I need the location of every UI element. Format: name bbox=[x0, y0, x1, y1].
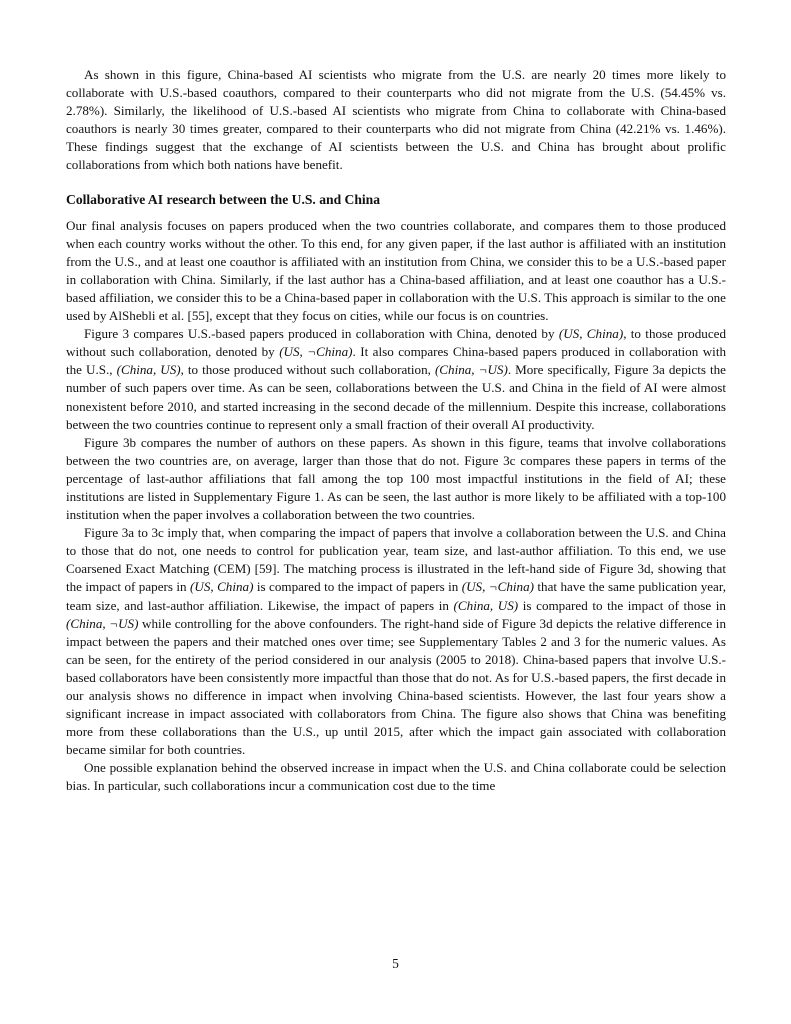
page-body bbox=[66, 66, 726, 796]
text-run: is compared to the impact of papers in bbox=[253, 579, 462, 595]
text-run: Figure 3a to 3c imply that, when comparing the impact of papers that involve a collaboration between the U.S. and China to those that do not, one needs to control for publication year, team size, and last-author affiliation. To this end, we use Coarsened Exact Matching (CEM) [59]. The matching process is illustrated in the left-hand side of Figure 3d, showing that the impact of papers in bbox=[66, 525, 726, 595]
math-us-china: (US, China) bbox=[190, 579, 254, 595]
math-china-not-us: (China, ¬US) bbox=[434, 362, 508, 378]
math-us-not-china: (US, ¬China) bbox=[279, 344, 353, 360]
text-run: that have the same publication year, team size, and last-author affiliation. Likewise, the impact of papers in bbox=[66, 579, 726, 613]
math-us-china: (US, China) bbox=[558, 326, 624, 342]
text-run: Figure 3 compares U.S.-based papers produced in collaboration with China, denoted by bbox=[84, 326, 559, 342]
paragraph-selection-bias: One possible explanation behind the observed increase in impact when the U.S. and China collaborate could be selection bias. In particular, such collaborations incur a communication cost due to the time bbox=[66, 760, 726, 794]
section-heading: Collaborative AI research between the U.S. and China bbox=[66, 191, 381, 207]
text-run: , to those produced without such collaboration, denoted by bbox=[66, 326, 726, 360]
page-number: 5 bbox=[392, 956, 399, 971]
paragraph-migration-findings: As shown in this figure, China-based AI scientists who migrate from the U.S. are nearly 20 times more likely to collaborate with U.S.-based coauthors, compared to their counterparts who did not migrate from the U.S. (54.45% vs. 2.78%). Similarly, the likelihood of U.S.-based AI scientists who migrate from China to collaborate with China-based coauthors is nearly 30 times greater, compared to their counterparts who did not migrate from China (42.21% vs. 1.46%). These findings suggest that the exchange of AI scientists between the U.S. and China has brought about prolific collaborations from which both nations have benefit. bbox=[66, 67, 726, 173]
text-run: . It also compares China-based papers produced in collaboration with the U.S., bbox=[66, 344, 727, 378]
text-run: is compared to the impact of those in bbox=[518, 597, 726, 613]
paragraph-figure-3b: Figure 3b compares the number of authors on these papers. As shown in this figure, teams that involve collaborations between the two countries are, on average, larger than those that do not. Figure 3c compares these papers in terms of the percentage of last-author affiliations that fall among the top 100 most impactful institutions in the field of AI; these institutions are listed in Supplementary Figure 1. As can be seen, the last author is more likely to be affiliated with a top-100 institution when the paper involves a collaboration between the two countries. bbox=[66, 434, 726, 523]
math-china-us: (China, US) bbox=[116, 362, 181, 378]
paragraph-final-analysis: Our final analysis focuses on papers produced when the two countries collaborate, and compares them to those produced when each country works without the other. To this end, for any given paper, if the last author is affiliated with an institution from the U.S., and at least one coauthor is affiliated with an institution from China, we consider this to be a U.S.-based paper in collaboration with China. Similarly, if the last author has a China-based affiliation, and at least one coauthor has a U.S.-based affiliation, we consider this to be a China-based paper in collaboration with the U.S. This approach is similar to the one used by AlShebli et al. [55], except that they focus on cities, while our focus is on countries. bbox=[66, 217, 726, 324]
text-run: , to those produced without such collaboration, bbox=[180, 362, 435, 378]
text-run: while controlling for the above confounders. The right-hand side of Figure 3d depicts the relative difference in impact between the papers and their matched ones over time; see Supplementary Tables 2 and 3 for the numeric values. As can be seen, for the entirety of the period considered in our analysis (2005 to 2018). China-based papers that involve U.S.-based collaborators have been consistently more impactful than those that do not. As for U.S.-based papers, the first decade in our analysis shows no difference in impact when involving China-based scientists. However, the last four years show a significant increase in impact associated with collaborators from China. The figure also shows that China was benefiting more from these collaborations than the U.S., up until 2015, after which the impact gain associated with collaboration became similar for both countries. bbox=[66, 615, 726, 758]
math-china-not-us: (China, ¬US) bbox=[66, 615, 139, 631]
paragraph-figure-3a-3c bbox=[66, 524, 726, 759]
paragraph-figure-3 bbox=[66, 325, 726, 434]
math-us-not-china: (US, ¬China) bbox=[461, 579, 534, 595]
math-china-us: (China, US) bbox=[453, 597, 519, 613]
text-run: . More specifically, Figure 3a depicts the number of such papers over time. As can be seen, collaborations between the U.S. and China in the field of AI were almost nonexistent before 2010, and started increasing in the second decade of the millennium. Despite this increase, collaborations between the two countries continue to represent only a small fraction of their overall AI productivity. bbox=[66, 362, 726, 432]
